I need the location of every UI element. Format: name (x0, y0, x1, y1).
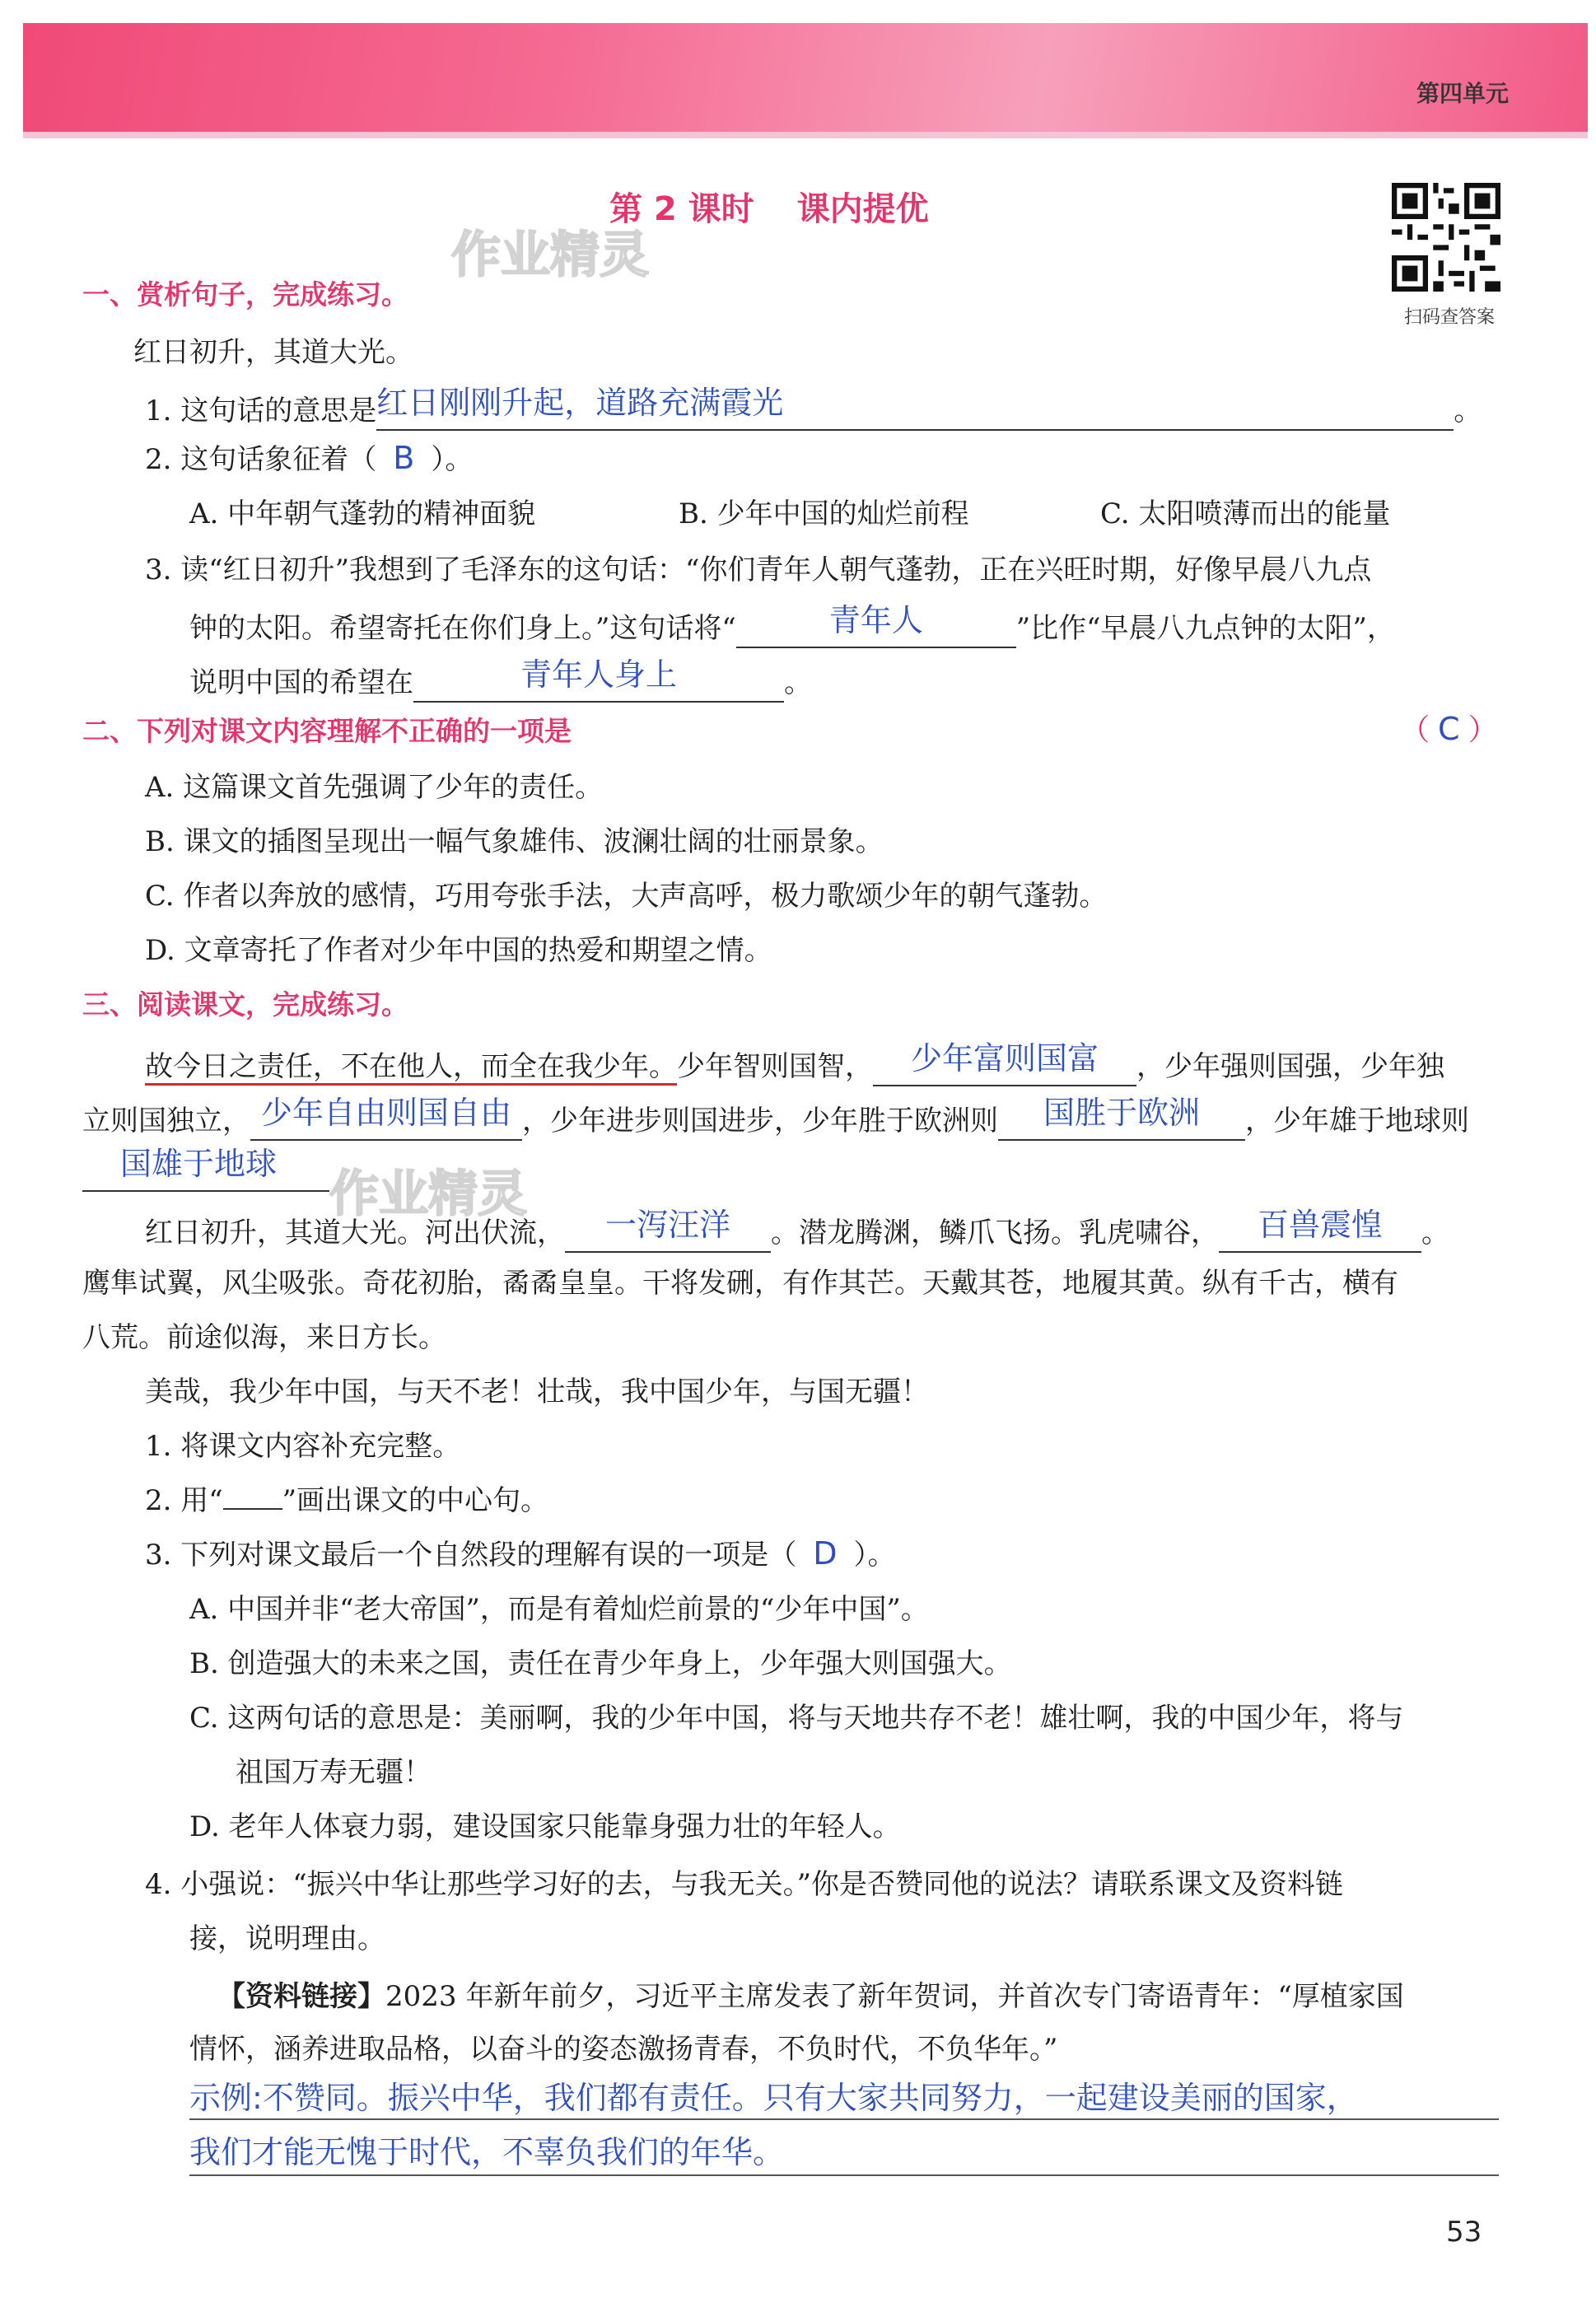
question-4: 4. 小强说：“振兴中华让那些学习好的去，与我无关。”你是否赞同他的说法？请联系课文及资料链 (145, 1868, 1344, 1901)
passage-line: 红日初升，其道大光。河出伏流， 一泻汪洋 。潜龙腾渊，鳞爪飞扬。乳虎啸谷， 百兽震惶 。 (145, 1206, 1449, 1253)
option-c: C. 太阳喷薄而出的能量 (1100, 497, 1391, 530)
option-c: C. 这两句话的意思是：美丽啊，我的少年中国，将与天地共存不老！雄壮啊，我的中国少年，将与 (189, 1702, 1404, 1735)
material-link-label: 【资料链接】 (217, 1980, 385, 2013)
question-3-line-3: 说明中国的希望在 青年人身上 。 (189, 656, 812, 703)
central-sentence: 故今日之责任，不在他人，而全在我少年。 (145, 1050, 677, 1086)
handwritten-answer: 示例:不赞同。振兴中华，我们都有责任。只有大家共同努力，一起建设美丽的国家， (189, 2080, 1358, 2116)
material-link: 【资料链接】2023 年新年前夕，习近平主席发表了新年贺词，并首次专门寄语青年：“厚植家国 (217, 1980, 1404, 2013)
question-3: 3. 读“红日初升”我想到了毛泽东的这句话：“你们青年人朝气蓬勃，正在兴旺时期，好像早晨八九点 (145, 553, 1372, 586)
passage-line: 立则国独立， 少年自由则国自由 ，少年进步则国进步，少年胜于欧洲则 国胜于欧洲 ，少年雄于地球则 (82, 1094, 1469, 1141)
option-b: B. 创造强大的未来之国，责任在青少年身上，少年强大则国强大。 (189, 1647, 1012, 1680)
watermark: 作业精灵 (329, 1165, 527, 1223)
answer-line (189, 2118, 1499, 2120)
option-a: A. 中年朝气蓬勃的精神面貌 (189, 497, 536, 530)
option-a: A. 这篇课文首先强调了少年的责任。 (145, 771, 604, 804)
passage-line: 八荒。前途似海，来日方长。 (82, 1321, 446, 1354)
answer-blank[interactable] (1219, 1206, 1421, 1253)
option-b: B. 课文的插图呈现出一幅气象雄伟、波澜壮阔的壮丽景象。 (145, 825, 884, 858)
answer-blank[interactable] (565, 1206, 771, 1253)
lesson-number: 第 2 课时 (609, 190, 754, 228)
header-strip (23, 132, 1588, 138)
quote-text: 红日初升，其道大光。 (133, 336, 413, 369)
passage-line: 故今日之责任，不在他人，而全在我少年。少年智则国智， 少年富则国富 ，少年强则国强，少年独 (145, 1039, 1444, 1086)
handwritten-answer: 一泻汪洋 (604, 1207, 730, 1243)
handwritten-answer: 国胜于欧洲 (1043, 1095, 1200, 1131)
qr-code-icon[interactable] (1392, 183, 1500, 292)
handwritten-answer: 百兽震惶 (1257, 1207, 1383, 1243)
answer-line (189, 2174, 1499, 2176)
handwritten-answer: 少年自由则国自由 (260, 1095, 511, 1131)
question-1: 1. 这句话的意思是红日刚刚升起，道路充满霞光 。 (145, 384, 1482, 431)
answer-blank[interactable] (413, 656, 784, 703)
answer-parentheses: （ C ） (1400, 711, 1498, 747)
handwritten-answer: C (1438, 711, 1460, 747)
qr-caption: 扫码查答案 (1403, 307, 1495, 328)
handwritten-answer: 红日刚刚升起，道路充满霞光 (376, 385, 784, 421)
option-d: D. 文章寄托了作者对少年中国的热爱和期望之情。 (145, 934, 772, 967)
question-2: 2. 这句话象征着（ B ）。 (145, 440, 474, 476)
option-a: A. 中国并非“老大帝国”，而是有着灿烂前景的“少年中国”。 (189, 1593, 929, 1626)
question-4-line-2: 接，说明理由。 (189, 1922, 385, 1955)
handwritten-answer: D (813, 1535, 838, 1572)
page-number: 53 (1446, 2216, 1482, 2249)
lesson-name: 课内提优 (796, 190, 929, 228)
passage-line (82, 1145, 329, 1192)
option-c-line-2: 祖国万寿无疆！ (236, 1756, 432, 1789)
handwritten-answer: 少年富则国富 (910, 1040, 1099, 1077)
section-title: 三、阅读课文，完成练习。 (82, 988, 408, 1021)
question-2: 2. 用“ ”画出课文的中心句。 (145, 1484, 549, 1517)
passage-line: 鹰隼试翼，风尘吸张。奇花初胎，矞矞皇皇。干将发硎，有作其芒。天戴其苍，地履其黄。纵有千古，横有 (82, 1267, 1398, 1300)
question-3-line-2: 钟的太阳。希望寄托在你们身上。”这句话将“ 青年人 ”比作“早晨八九点钟的太阳”， (189, 601, 1395, 648)
handwritten-answer: B (393, 440, 415, 476)
header-banner (23, 23, 1588, 138)
question-3: 3. 下列对课文最后一个自然段的理解有误的一项是（ D ）。 (145, 1535, 896, 1572)
passage-line: 美哉，我少年中国，与天不老！壮哉，我中国少年，与国无疆！ (145, 1376, 929, 1408)
watermark: 作业精灵 (451, 227, 649, 284)
handwritten-answer: 我们才能无愧于时代，不辜负我们的年华。 (189, 2134, 785, 2170)
answer-blank[interactable] (250, 1094, 522, 1141)
underline-sample (223, 1508, 282, 1510)
answer-blank[interactable] (873, 1039, 1136, 1086)
material-link-line-2: 情怀，涵养进取品格，以奋斗的姿态激扬青春，不负时代，不负华年。” (189, 2033, 1058, 2066)
handwritten-answer: 青年人 (828, 602, 923, 638)
handwritten-answer: 国雄于地球 (120, 1146, 278, 1182)
option-b: B. 少年中国的灿烂前程 (679, 497, 969, 530)
answer-blank[interactable] (736, 601, 1016, 648)
lesson-title (609, 183, 972, 230)
answer-blank[interactable] (998, 1094, 1245, 1141)
option-d: D. 老年人体衰力弱，建设国家只能靠身强力壮的年轻人。 (189, 1810, 901, 1843)
option-c: C. 作者以奔放的感情，巧用夸张手法，大声高呼，极力歌颂少年的朝气蓬勃。 (145, 880, 1108, 913)
section-title: 一、赏析句子，完成练习。 (82, 278, 408, 311)
answer-blank[interactable] (376, 384, 1454, 431)
handwritten-answer: 青年人身上 (520, 656, 677, 693)
section-title: 二、下列对课文内容理解不正确的一项是 (82, 715, 572, 747)
question-1: 1. 将课文内容补充完整。 (145, 1430, 461, 1463)
unit-label: 第四单元 (1416, 80, 1509, 107)
answer-blank[interactable] (82, 1145, 329, 1192)
